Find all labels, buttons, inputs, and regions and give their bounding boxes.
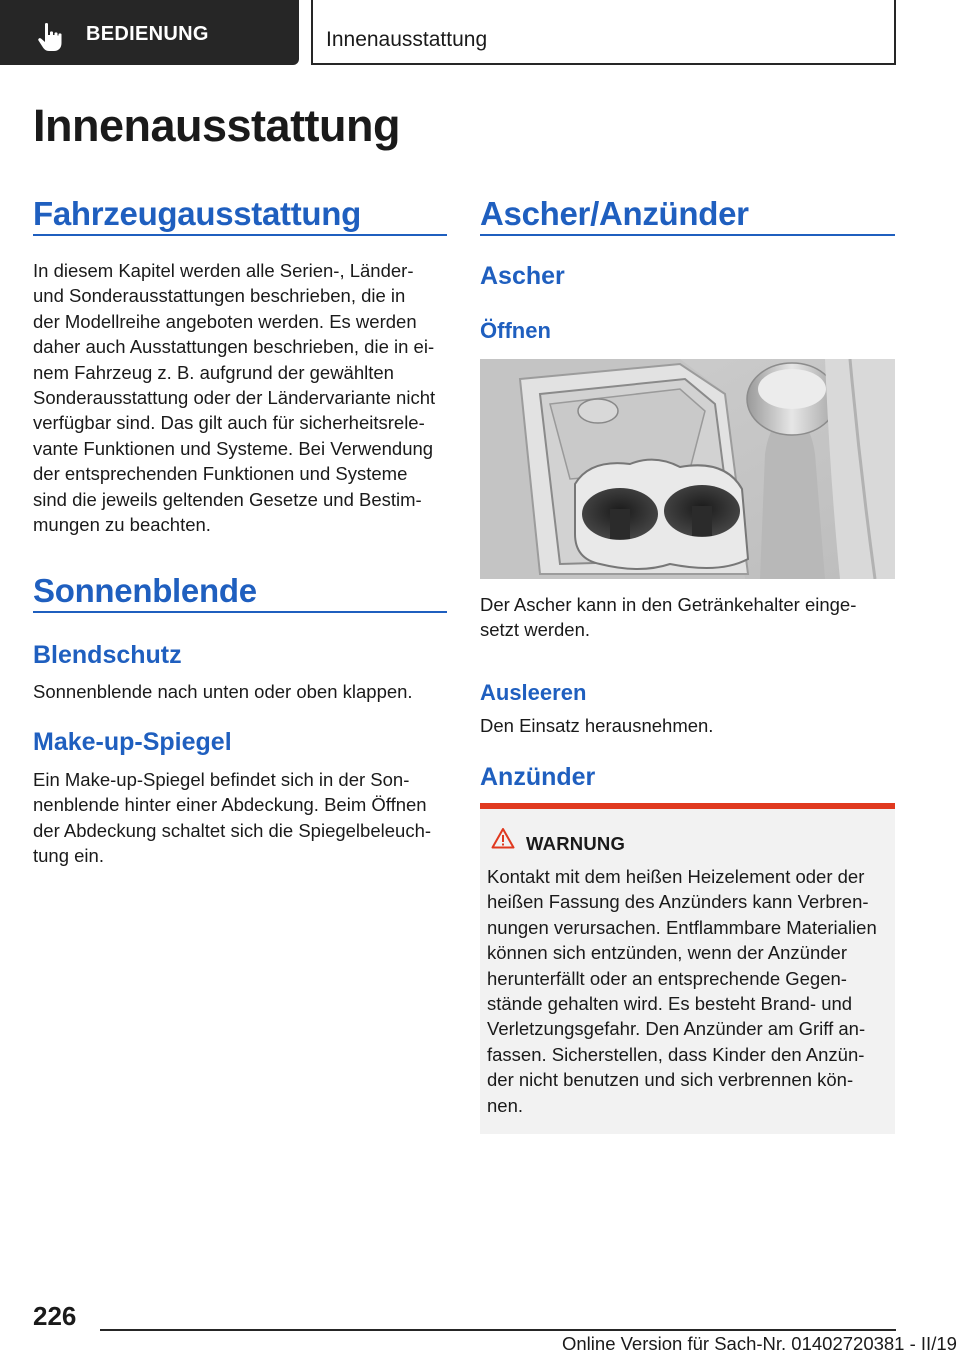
- page-title: Innenausstattung: [33, 100, 401, 151]
- heading-anzuender: Anzünder: [480, 763, 596, 791]
- text-line: Der Ascher kann in den Getränkehalter einge-: [480, 594, 857, 615]
- heading-rule: [33, 234, 447, 236]
- heading-ascher-anzuender: Ascher/Anzünder: [480, 195, 749, 232]
- text-line: Den Einsatz herausnehmen.: [480, 715, 714, 736]
- text-line: Sonderausstattung oder der Ländervariante nicht: [33, 387, 436, 409]
- text-line: der Modellreihe angeboten werden. Es werden: [33, 310, 417, 332]
- text-line: nen.: [487, 1094, 524, 1116]
- warning-triangle-icon: [491, 827, 515, 849]
- heading-ascher: Ascher: [480, 262, 565, 290]
- text-line: herunterfällt oder an entsprechende Gegen-: [487, 967, 847, 989]
- heading-ausleeren: Ausleeren: [480, 680, 587, 705]
- text-line: stände gehalten wird. Es besteht Brand- und: [487, 993, 853, 1015]
- header-section-label: BEDIENUNG: [86, 23, 209, 45]
- paragraph-fahrzeugausstattung: [33, 258, 453, 537]
- text-line: der Abdeckung schaltet sich die Spiegelbeleuch-: [33, 819, 432, 841]
- text-line: verfügbar sind. Das gilt auch für sicherheitsrele-: [33, 412, 425, 434]
- paragraph-make-up-spiegel: [33, 767, 453, 869]
- text-line: Sonnenblende nach unten oder oben klappen.: [33, 681, 413, 702]
- text-line: tung ein.: [33, 845, 104, 867]
- heading-make-up-spiegel: Make-up-Spiegel: [33, 728, 232, 756]
- warning-label: WARNUNG: [526, 833, 626, 854]
- text-line: In diesem Kapitel werden alle Serien-, Länder-: [33, 260, 414, 281]
- text-line: und Sonderausstattungen beschrieben, die in: [33, 285, 406, 307]
- text-line: sind die jeweils geltenden Gesetze und Bestim-: [33, 488, 422, 510]
- hand-pointer-icon: [36, 22, 64, 52]
- text-line: nenblende hinter einer Abdeckung. Beim Öffnen: [33, 794, 427, 816]
- text-line: der entsprechenden Funktionen und Systeme: [33, 463, 408, 485]
- ashtray-illustration: [480, 359, 895, 579]
- text-line: nungen verursachen. Entflammbare Materialien: [487, 916, 877, 938]
- paragraph-ausleeren: [480, 713, 900, 738]
- paragraph-blendschutz: [33, 679, 453, 704]
- text-line: fassen. Sicherstellen, dass Kinder den Anzün-: [487, 1043, 865, 1065]
- heading-oeffnen: Öffnen: [480, 318, 551, 343]
- text-line: Kontakt mit dem heißen Heizelement oder der: [487, 866, 865, 887]
- text-line: daher auch Ausstattungen beschrieben, die in ei-: [33, 336, 435, 358]
- heading-blendschutz: Blendschutz: [33, 641, 182, 669]
- text-line: können sich entzünden, wenn der Anzünder: [487, 942, 847, 964]
- header-title: Innenausstattung: [326, 28, 488, 51]
- heading-sonnenblende: Sonnenblende: [33, 572, 257, 609]
- heading-rule: [480, 234, 895, 236]
- footer-rule: [100, 1329, 896, 1331]
- text-line: Ein Make-up-Spiegel befindet sich in der Son-: [33, 769, 410, 790]
- text-line: vante Funktionen und Systeme. Bei Verwendung: [33, 437, 434, 459]
- heading-fahrzeugausstattung: Fahrzeugausstattung: [33, 195, 361, 232]
- text-line: mungen zu beachten.: [33, 514, 211, 536]
- header-section-tab: [0, 0, 299, 65]
- heading-rule: [33, 611, 447, 613]
- warning-text: [487, 864, 897, 1118]
- paragraph-oeffnen: [480, 592, 900, 643]
- text-line: nem Fahrzeug z. B. aufgrund der gewählten: [33, 361, 394, 383]
- text-line: der nicht benutzen und sich verbrennen kön-: [487, 1069, 854, 1091]
- page-number: 226: [33, 1301, 77, 1331]
- text-line: Verletzungsgefahr. Den Anzünder am Griff an-: [487, 1018, 866, 1040]
- ashtray-photo: [480, 359, 895, 579]
- footer-version-text: Online Version für Sach-Nr. 01402720381 - II/19: [562, 1333, 957, 1354]
- text-line: setzt werden.: [480, 619, 591, 641]
- text-line: heißen Fassung des Anzünders kann Verbren-: [487, 891, 869, 913]
